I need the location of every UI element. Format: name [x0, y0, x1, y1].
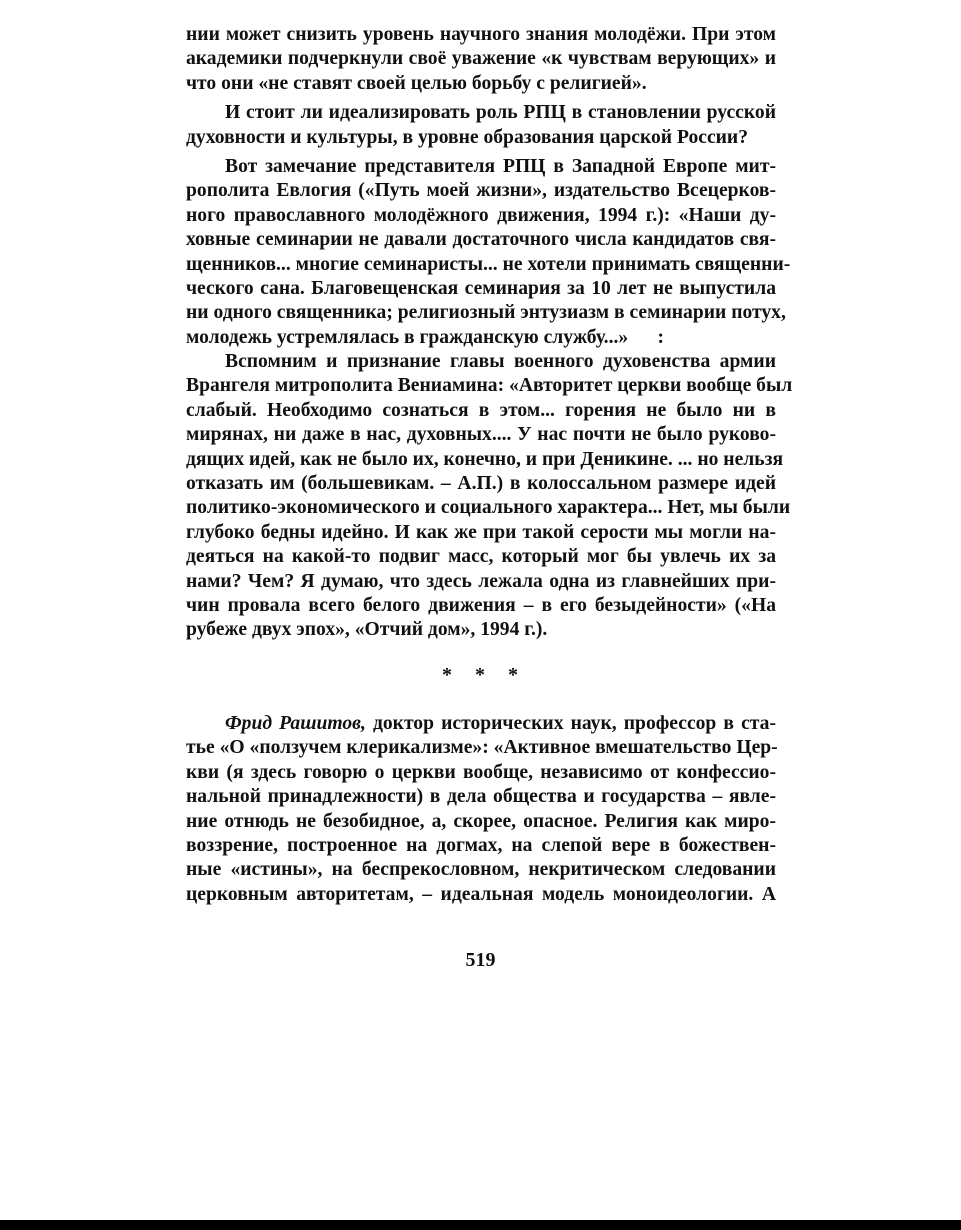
text-line [186, 712, 776, 736]
text-line: чин провала всего белого движения – в его безыдейности» («На [186, 594, 776, 616]
body-text-top [186, 23, 793, 643]
text-line: деяться на какой-то подвиг масс, который мог бы увлечь их за [186, 546, 776, 568]
text-line: политико-экономического и социального характера... Нет, мы были [186, 497, 791, 519]
text-line: Вот замечание представителя РПЦ в Западной Европе мит- [225, 155, 776, 177]
section-separator: * * * [442, 664, 527, 686]
text-line: молодежь устремлялась в гражданскую службу...» : [186, 326, 665, 348]
text-line: рополита Евлогия («Путь моей жизни», издательство Всецерков- [186, 180, 776, 202]
text-line: ни одного священника; религиозный энтузиазм в семинарии потух, [186, 302, 786, 324]
text-line: рубеже двух эпох», «Отчий дом», 1994 г.). [186, 619, 548, 641]
paragraph-3 [186, 155, 791, 350]
text-line: нии может снизить уровень научного знания молодёжи. При этом [186, 24, 776, 45]
text-line: духовности и культуры, в уровне образования царской России? [186, 126, 749, 148]
text-line: нами? Чем? Я думаю, что здесь лежала одна из главнейших при- [186, 570, 776, 592]
text-line: тье «О «ползучем клерикализме»: «Активное вмешательство Цер- [186, 737, 778, 759]
text-line: И стоит ли идеализировать роль РПЦ в становлении русской [225, 102, 776, 124]
paragraph-2 [186, 101, 776, 150]
text-line: ные «истины», на беспрекословном, некритическом следовании [186, 859, 776, 881]
text-line: ческого сана. Благовещенская семинария за 10 лет не выпустила [186, 277, 776, 299]
text-fragment: доктор исторических наук, профессор в ста- [365, 713, 776, 734]
text-line: нальной принадлежности) в дела общества и государства – явле- [186, 786, 776, 808]
text-line: дящих идей, как не было их, конечно, и при Деникине. ... но нельзя [186, 448, 784, 470]
text-line: церковным авторитетам, – идеальная модель моноидеологии. А [186, 883, 776, 905]
paragraph-1 [186, 23, 776, 96]
text-line: академики подчеркнули своё уважение «к чувствам верующих» и [186, 48, 776, 70]
paragraph-5 [186, 712, 776, 907]
text-line: кви (я здесь говорю о церкви вообще, независимо от конфессио- [186, 761, 776, 783]
text-line: глубоко бедны идейно. И как же при такой серости мы могли на- [186, 521, 776, 543]
text-line: отказать им (большевикам. – А.П.) в колоссальном размере идей [186, 473, 776, 495]
text-line: что они «не ставят своей целью борьбу с религией». [186, 72, 647, 94]
text-line: щенников... многие семинаристы... не хотели принимать священни- [186, 253, 791, 275]
text-line: ного православного молодёжного движения, 1994 г.): «Наши ду- [186, 204, 776, 226]
text-line: воззрение, построенное на догмах, на слепой вере в божествен- [186, 834, 776, 856]
body-text-bottom [186, 712, 776, 907]
text-line: Врангеля митрополита Вениамина: «Авторитет церкви вообще был [186, 375, 793, 397]
author-name: Фрид Рашитов, [225, 713, 366, 734]
text-line: Вспомним и признание главы военного духовенства армии [225, 351, 776, 373]
text-line: ховные семинарии не давали достаточного числа кандидатов свя- [186, 229, 776, 251]
scan-edge [0, 1220, 961, 1230]
page-number: 519 [465, 949, 496, 971]
text-line: ние отнюдь не безобидное, а, скорее, опасное. Религия как миро- [186, 810, 776, 832]
text-line: слабый. Необходимо сознаться в этом... горения не было ни в [186, 399, 776, 421]
paragraph-4 [186, 350, 793, 643]
text-line: мирянах, ни даже в нас, духовных.... У нас почти не было руково- [186, 424, 776, 446]
